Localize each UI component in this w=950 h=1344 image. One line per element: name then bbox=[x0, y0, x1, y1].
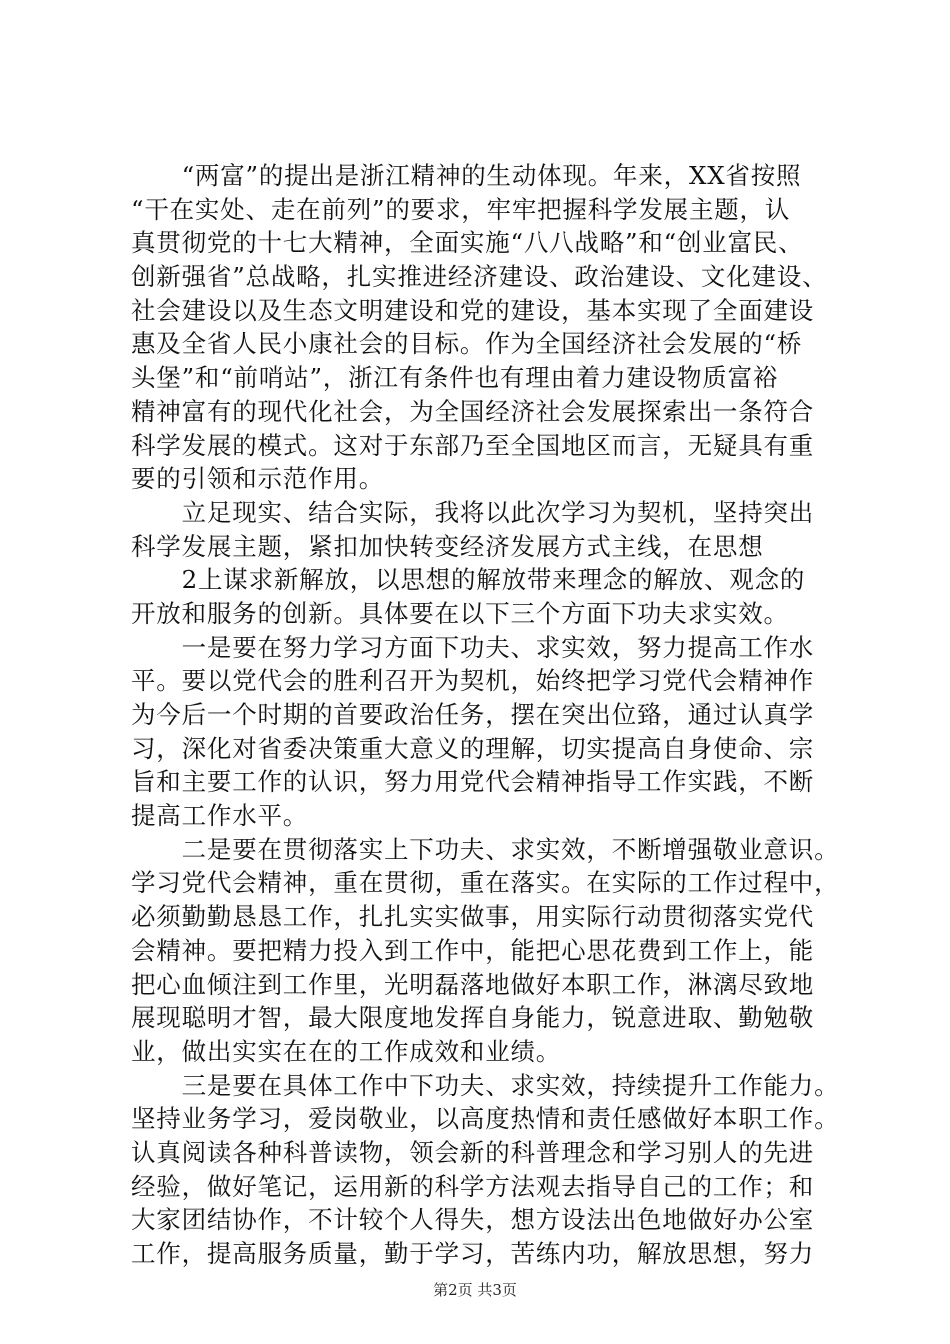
text-line: 要的引领和示范作用。 bbox=[131, 464, 384, 494]
document-body bbox=[131, 159, 840, 1271]
text-line: 坚持业务学习，爱岗敬业，以高度热情和责任感做好本职工作。 bbox=[131, 1104, 840, 1134]
text-line: 开放和服务的创新。具体要在以下三个方面下功夫求实效。 bbox=[131, 598, 789, 628]
text-line: 必须勤勤恳恳工作，扎扎实实做事，用实际行动贯彻落实党代 bbox=[131, 902, 815, 932]
text-line: 一是要在努力学习方面下功夫、求实效，努力提高工作水 bbox=[131, 632, 815, 662]
text-line: 真贯彻党的十七大精神，全面实施“八八战略”和“创业富民、 bbox=[131, 228, 804, 258]
text-line: 创新强省”总战略，扎实推进经济建设、政治建设、文化建设、 bbox=[131, 262, 828, 292]
text-line: 认真阅读各种科普读物，领会新的科普理念和学习别人的先进 bbox=[131, 1137, 815, 1167]
text-line: 三是要在具体工作中下功夫、求实效，持续提升工作能力。 bbox=[131, 1070, 840, 1100]
text-line: “两富”的提出是浙江精神的生动体现。年来，XX省按照 bbox=[131, 161, 802, 190]
text-line: 大家团结协作，不计较个人得失，想方设法出色地做好办公室 bbox=[131, 1205, 815, 1235]
text-line: 工作，提高服务质量，勤于学习，苦练内功，解放思想，努力 bbox=[131, 1239, 815, 1268]
text-line: 为今后一个时期的首要政治任务，摆在突出位臵，通过认真学 bbox=[131, 700, 815, 729]
text-line: 社会建设以及生态文明建设和党的建设，基本实现了全面建设 bbox=[131, 295, 815, 325]
text-line: 展现聪明才智，最大限度地发挥自身能力，锐意进取、勤勉敬 bbox=[131, 1003, 815, 1033]
text-line: 精神富有的现代化社会，为全国经济社会发展探索出一条符合 bbox=[131, 396, 815, 426]
text-line: 科学发展的模式。这对于东部乃至全国地区而言，无疑具有重 bbox=[131, 430, 815, 460]
text-line: “干在实处、走在前列”的要求，牢牢把握科学发展主题，认 bbox=[131, 194, 791, 224]
text-line: 学习党代会精神，重在贯彻，重在落实。在实际的工作过程中， bbox=[131, 868, 840, 898]
text-line: 旨和主要工作的认识，努力用党代会精神指导工作实践，不断 bbox=[131, 767, 815, 797]
text-line: 经验，做好笔记，运用新的科学方法观去指导自己的工作；和 bbox=[131, 1171, 815, 1201]
text-line: 科学发展主题，紧扣加快转变经济发展方式主线，在思想 bbox=[131, 531, 764, 561]
text-line: 提高工作水平。 bbox=[131, 801, 309, 831]
text-line: 会精神。要把精力投入到工作中，能把心思花费到工作上，能 bbox=[131, 935, 815, 965]
text-line: 业，做出实实在在的工作成效和业绩。 bbox=[131, 1036, 562, 1066]
text-line: 把心血倾注到工作里，光明磊落地做好本职工作，淋漓尽致地 bbox=[131, 969, 815, 999]
page-footer: 第2页 共3页 bbox=[433, 1281, 517, 1299]
text-line: 头堡”和“前哨站”，浙江有条件也有理由着力建设物质富裕 bbox=[131, 363, 779, 393]
text-line: 习，深化对省委决策重大意义的理解，切实提高自身使命、宗 bbox=[131, 733, 815, 763]
text-line: 立足现实、结合实际，我将以此次学习为契机，坚持突出 bbox=[131, 497, 815, 527]
text-line: 惠及全省人民小康社会的目标。作为全国经济社会发展的“桥 bbox=[131, 329, 803, 359]
text-line: 二是要在贯彻落实上下功夫、求实效，不断增强敬业意识。 bbox=[131, 834, 840, 864]
text-line: 2上谋求新解放，以思想的解放带来理念的解放、观念的 bbox=[131, 565, 806, 595]
text-line: 平。要以党代会的胜利召开为契机，始终把学习党代会精神作 bbox=[131, 666, 815, 696]
